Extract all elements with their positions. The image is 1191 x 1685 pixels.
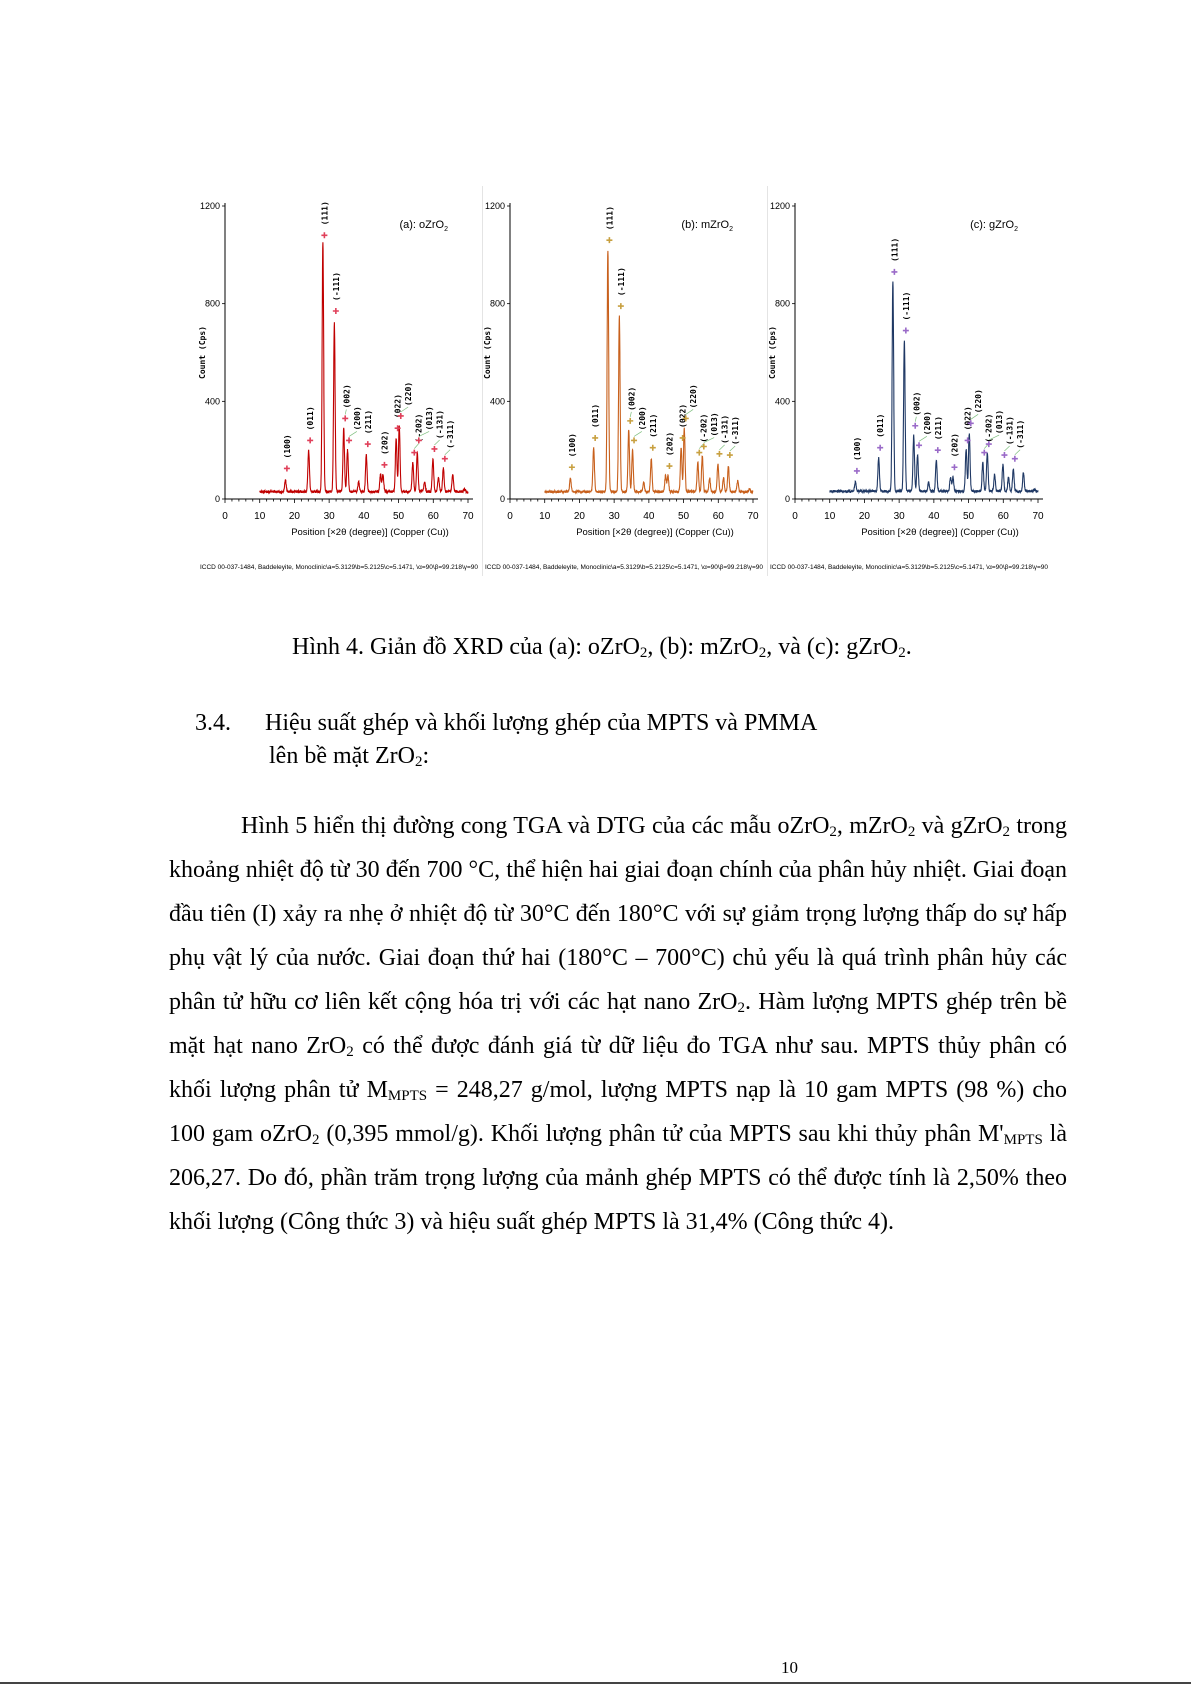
peak-hkl-label: (002) (627, 386, 637, 411)
peak-leader-line (730, 446, 735, 451)
peak-marker (854, 468, 860, 474)
x-tick-label: 10 (254, 511, 266, 522)
body-paragraph (169, 804, 1067, 1244)
peak-hkl-label: (200) (637, 406, 647, 431)
peak-leader-line (630, 412, 631, 417)
x-tick-label: 40 (928, 511, 940, 522)
x-axis-label: Position [×2θ (degree)] (Copper (Cu)) (576, 527, 734, 538)
chart-title (681, 219, 733, 233)
x-tick-label: 70 (1032, 511, 1044, 522)
peak-marker (365, 441, 371, 447)
x-tick-label: 40 (358, 511, 370, 522)
x-tick-label: 30 (893, 511, 905, 522)
peak-hkl-label: (-311) (1016, 419, 1026, 449)
peak-marker (877, 445, 883, 451)
subscript-text: 2 (898, 645, 906, 661)
y-axis-label: Count (Cps) (768, 326, 777, 379)
page-bottom-border (0, 1682, 1191, 1684)
x-tick-label: 20 (858, 511, 870, 522)
page-number: 10 (781, 1658, 798, 1677)
y-tick-label: 800 (489, 298, 505, 309)
xrd-chart-c (768, 186, 1052, 576)
chart-title-subscript: 2 (729, 226, 733, 233)
peak-marker (381, 462, 387, 468)
chart-title (970, 219, 1018, 233)
text-run: , và (c): gZrO (766, 634, 899, 660)
peak-marker (442, 456, 448, 462)
peak-marker (431, 446, 437, 452)
peak-hkl-label: (202) (665, 431, 675, 457)
peak-hkl-label: (011) (876, 413, 886, 438)
peak-marker (618, 303, 624, 309)
y-tick-label: 400 (774, 396, 790, 407)
y-tick-label: 1200 (484, 201, 505, 211)
reference-card-text: ICCD 00-037-1484, Baddeleyite, Monoclinic\a=5.3129\b=5.2125\c=5.1471, \α=90\β=99.218\γ=90 (770, 564, 1049, 571)
peak-hkl-label: (211) (648, 413, 658, 438)
chart-title-text: (c): gZrO (970, 219, 1015, 231)
peak-marker (935, 447, 941, 453)
section-number: 3.4. (195, 710, 231, 736)
peak-hkl-label: (-131) (720, 414, 730, 444)
x-tick-label: 70 (747, 511, 759, 522)
peak-leader-line (1015, 450, 1020, 455)
peak-leader-line (1004, 446, 1009, 451)
text-run: lên bề mặt ZrO (269, 743, 415, 769)
peak-marker (727, 452, 733, 458)
peak-marker (916, 442, 922, 448)
text-run: và gZrO (915, 813, 1003, 839)
peak-marker (284, 465, 290, 471)
subscript-text: 2 (312, 1132, 320, 1148)
y-tick-label: 800 (204, 298, 220, 309)
peak-marker (342, 415, 348, 421)
peak-marker (716, 451, 722, 457)
x-tick-label: 30 (323, 511, 335, 522)
xrd-panel-c (768, 186, 1052, 576)
subscript-text: MPTS (1003, 1132, 1043, 1148)
chart-title-subscript: 2 (444, 226, 448, 233)
peak-hkl-label: (220) (974, 389, 984, 414)
peak-leader-line (434, 440, 439, 445)
text-run: . (905, 634, 912, 660)
peak-marker (592, 435, 598, 441)
text-run: , (b): mZrO (647, 634, 759, 660)
text-run: trong khoảng nhiệt độ từ 30 đến 700 °C, thể hiện hai giai đoạn chính của phân hủy nhiệt. Giai đoạn đầu tiên (I) xảy ra nhẹ ở nhiệt độ từ 30°C đến 180°C với sự giảm trọng lượng thấp do sự hấp phụ vật lý của nước. Giai đoạn thứ hai (180°C – 700°C) chủ yếu là quá trình phân hủy các phân tử hữu cơ liên kết cộng hóa trị với các hạt nano ZrO (169, 813, 1067, 1015)
subscript-text: 2 (758, 645, 767, 661)
subscript-text: 2 (1002, 824, 1011, 840)
peak-marker (903, 328, 909, 334)
reference-card-text: ICCD 00-037-1484, Baddeleyite, Monoclinic\a=5.3129\b=5.2125\c=5.1471, \α=90\β=99.218\γ=90 (200, 564, 479, 571)
peak-hkl-label: (022) (963, 406, 973, 431)
chart-title-text: (b): mZrO (681, 219, 730, 231)
peak-marker (951, 464, 957, 470)
peak-hkl-label: (002) (342, 384, 352, 409)
x-tick-label: 0 (792, 511, 798, 522)
peak-hkl-label: (-202) (984, 413, 994, 443)
peak-hkl-label: (220) (689, 384, 699, 409)
figure-caption (292, 634, 912, 661)
peak-leader-line (414, 444, 418, 449)
subscript-text: 2 (414, 754, 423, 770)
section-title: Hiệu suất ghép và khối lượng ghép của MPTS và PMMA (265, 710, 818, 736)
xrd-figure (198, 186, 1050, 576)
peak-hkl-label: (022) (678, 403, 688, 428)
y-tick-label: 1200 (769, 201, 790, 211)
peak-hkl-label: (202) (380, 430, 390, 455)
peak-hkl-label: (200) (922, 411, 932, 436)
peak-leader-line (634, 431, 642, 436)
chart-title-subscript: 2 (1014, 226, 1018, 233)
peak-hkl-label: (111) (605, 206, 615, 231)
peak-marker (411, 450, 417, 456)
y-tick-label: 400 (204, 396, 220, 407)
x-tick-label: 60 (427, 511, 439, 522)
peak-marker (333, 308, 339, 314)
peak-marker (912, 423, 918, 429)
peak-hkl-label: (013) (425, 406, 435, 431)
peak-hkl-label: (-311) (731, 416, 741, 446)
peak-marker (569, 464, 575, 470)
x-axis-label: Position [×2θ (degree)] (Copper (Cu)) (861, 527, 1019, 538)
x-tick-label: 10 (824, 511, 836, 522)
text-run: là 206,27. Do đó, phần trăm trọng lượng của mảnh ghép MPTS có thể được tính là 2,50% theo khối lượng (Công thức 3) và hiệu suất ghép MPTS là 31,4% (Công thức 4). (169, 1121, 1067, 1235)
peak-leader-line (915, 417, 916, 422)
peak-hkl-label: (202) (950, 433, 960, 458)
y-tick-label: 800 (774, 298, 790, 309)
text-run: có thể được đánh giá từ dữ liệu đo TGA như sau. MPTS thủy phân có khối lượng phân tử M (169, 1033, 1067, 1103)
x-tick-label: 50 (963, 511, 975, 522)
chart-title-text: (a): oZrO (399, 219, 445, 231)
y-axis-label: Count (Cps) (198, 326, 207, 379)
x-tick-label: 20 (288, 511, 300, 522)
chart-title (399, 219, 448, 233)
y-tick-label: 0 (214, 494, 220, 504)
x-tick-label: 60 (712, 511, 724, 522)
peak-leader-line (919, 436, 927, 441)
y-tick-label: 1200 (199, 201, 220, 211)
y-tick-label: 400 (489, 396, 505, 407)
peak-marker (321, 232, 327, 238)
peak-hkl-label: (220) (404, 381, 414, 406)
y-tick-label: 0 (499, 494, 505, 504)
peak-hkl-label: (200) (352, 406, 362, 431)
x-tick-label: 40 (643, 511, 655, 522)
y-tick-label: 0 (784, 494, 790, 504)
peak-hkl-label: (011) (306, 406, 316, 431)
x-tick-label: 0 (222, 511, 228, 522)
peak-marker (1001, 452, 1007, 458)
peak-hkl-label: (111) (890, 237, 900, 262)
reference-card-text: ICCD 00-037-1484, Baddeleyite, Monoclinic\a=5.3129\b=5.2125\c=5.1471, \α=90\β=99.218\γ=90 (485, 564, 764, 571)
text-run: (0,395 mmol/g). Khối lượng phân tử của MPTS sau khi thủy phân M' (319, 1121, 1004, 1147)
section-title-continued (269, 743, 429, 770)
peak-hkl-label: (100) (567, 433, 577, 458)
peak-hkl-label: (100) (282, 434, 292, 459)
peak-leader-line (345, 409, 346, 414)
text-run: Hình 5 hiển thị đường cong TGA và DTG của các mẫu oZrO (241, 813, 830, 839)
peak-marker (346, 437, 352, 443)
x-tick-label: 50 (393, 511, 405, 522)
x-axis-label: Position [×2θ (degree)] (Copper (Cu)) (291, 527, 449, 538)
subscript-text: MPTS (387, 1088, 428, 1104)
peak-hkl-label: (013) (710, 412, 720, 437)
y-axis-label: Count (Cps) (483, 326, 492, 379)
xrd-panel-b (483, 186, 767, 576)
peak-marker (701, 444, 707, 450)
peak-hkl-label: (211) (933, 416, 943, 441)
peak-hkl-label: (-111) (616, 267, 626, 297)
subscript-text: 2 (639, 645, 648, 661)
xrd-chart-b (483, 186, 767, 576)
peak-hkl-label: (-311) (446, 419, 456, 449)
subscript-text: 2 (907, 824, 916, 840)
x-tick-label: 0 (507, 511, 513, 522)
peak-marker (631, 437, 637, 443)
peak-hkl-label: (-111) (331, 272, 341, 301)
text-run: . Hàm lượng MPTS ghép trên bề mặt hạt nano ZrO (169, 989, 1067, 1059)
peak-marker (1012, 456, 1018, 462)
x-tick-label: 50 (678, 511, 690, 522)
peak-hkl-label: (-131) (435, 410, 445, 439)
peak-hkl-label: (022) (393, 394, 403, 419)
peak-marker (650, 445, 656, 451)
peak-marker (307, 437, 313, 443)
peak-hkl-label: (100) (852, 436, 862, 461)
peak-hkl-label: (111) (320, 201, 330, 226)
x-tick-label: 30 (608, 511, 620, 522)
text-run: = 248,27 g/mol, lượng MPTS nạp là 10 gam MPTS (98 %) cho 100 gam oZrO (169, 1077, 1068, 1147)
peak-hkl-label: (-131) (1005, 416, 1015, 446)
peak-marker (606, 237, 612, 243)
subscript-text: 2 (737, 1000, 745, 1016)
peak-leader-line (349, 431, 357, 436)
x-tick-label: 10 (539, 511, 551, 522)
xrd-panel-a (198, 186, 482, 576)
peak-marker (891, 269, 897, 275)
subscript-text: 2 (829, 824, 837, 840)
text-run: Hình 4. Giản đồ XRD của (a): oZrO (292, 634, 640, 660)
peak-marker (981, 450, 987, 456)
peak-hkl-label: (002) (912, 391, 922, 416)
text-run: : (422, 743, 430, 769)
xrd-chart-a (198, 186, 482, 576)
peak-hkl-label: (211) (363, 409, 373, 435)
x-tick-label: 20 (573, 511, 585, 522)
peak-marker (627, 418, 633, 424)
peak-hkl-label: (-202) (414, 413, 424, 443)
peak-hkl-label: (-202) (699, 413, 709, 443)
text-run: , mZrO (836, 813, 908, 839)
peak-leader-line (445, 450, 450, 455)
subscript-text: 2 (346, 1044, 354, 1060)
peak-hkl-label: (011) (591, 403, 601, 428)
peak-marker (696, 450, 702, 456)
peak-hkl-label: (-111) (901, 291, 911, 321)
peak-marker (666, 463, 672, 469)
x-tick-label: 70 (462, 511, 474, 522)
peak-leader-line (719, 445, 724, 450)
peak-hkl-label: (013) (995, 409, 1005, 435)
x-tick-label: 60 (997, 511, 1009, 522)
